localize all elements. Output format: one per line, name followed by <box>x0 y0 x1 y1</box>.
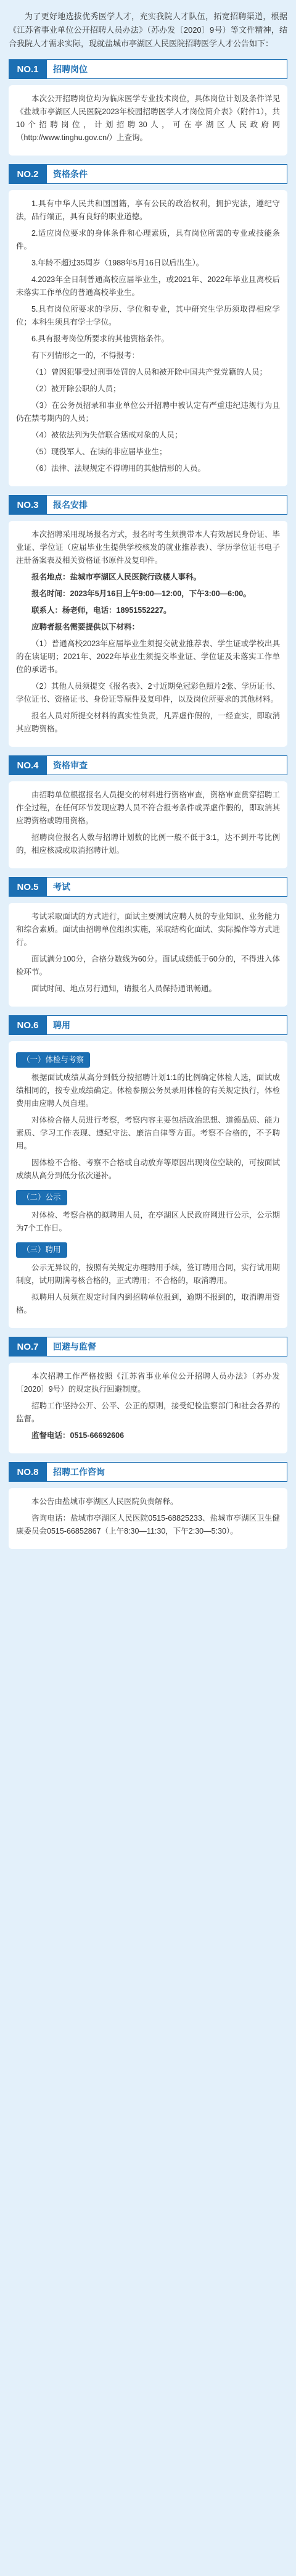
body-paragraph: 因体检不合格、考察不合格或自动放弃等原因出现岗位空缺的，可按面试成绩从高分到低分依次递补。 <box>16 1158 280 1180</box>
section-title: 报名安排 <box>47 495 287 515</box>
body-paragraph: （1）普通高校2023年应届毕业生须提交就业推荐表、学生证或学校出具的在读证明；2021年、2022年毕业生须提交毕业证、学位证及未落实工作单位的承诺书。 <box>16 639 280 674</box>
body-paragraph: 面试满分100分，合格分数线为60分。面试成绩低于60分的，不得进入体检环节。 <box>16 955 280 976</box>
body-paragraph: 对体检合格人员进行考察，考察内容主要包括政治思想、道德品质、能力素质、学习工作表现、遵纪守法、廉洁自律等方面。考察不合格的，不予聘用。 <box>16 1116 280 1150</box>
section-body <box>9 521 287 747</box>
body-paragraph: 咨询电话：盐城市亭湖区人民医院0515-68825233、盐城市亭湖区卫生健康委员会0515-66852867（上午8:30—11:30，下午2:30—5:30）。 <box>16 1514 280 1535</box>
body-paragraph: 本公告由盐城市亭湖区人民医院负责解释。 <box>31 1497 178 1506</box>
section-header <box>9 755 287 775</box>
section-8 <box>9 1462 287 1549</box>
section-2 <box>9 164 287 486</box>
body-paragraph: 3.年龄不超过35周岁（1988年5月16日以后出生）。 <box>31 259 204 267</box>
body-paragraph: 公示无异议的，按照有关规定办理聘用手续，签订聘用合同，实行试用期制度，试用期满考核合格的，正式聘用；不合格的，取消聘用。 <box>16 1263 280 1285</box>
body-paragraph: 5.具有岗位所要求的学历、学位和专业，其中研究生学历须取得相应学位；本科生须具有学士学位。 <box>16 305 280 326</box>
section-number: NO.3 <box>9 495 47 515</box>
section-header <box>9 59 287 79</box>
body-paragraph: 根据面试成绩从高分到低分按招聘计划1:1的比例确定体检人选，面试成绩相同的，按专业成绩确定。体检参照公务员录用体检的有关规定执行，体检费用由应聘人员自理。 <box>16 1073 280 1108</box>
section-body <box>9 1041 287 1328</box>
section-3 <box>9 495 287 747</box>
section-1 <box>9 59 287 156</box>
section-7 <box>9 1337 287 1453</box>
body-paragraph: （2）被开除公职的人员； <box>31 384 121 393</box>
subsection-label: （一）体检与考察 <box>16 1052 90 1068</box>
section-number: NO.5 <box>9 877 47 897</box>
body-paragraph: 报名人员对所提交材料的真实性负责，凡弄虚作假的，一经查实，即取消其应聘资格。 <box>16 712 280 733</box>
section-header <box>9 877 287 897</box>
section-title: 考试 <box>47 877 287 897</box>
section-body <box>9 1363 287 1453</box>
body-paragraph: 本次公开招聘岗位均为临床医学专业技术岗位，具体岗位计划及条件详见《盐城市亭湖区人民医院2023年校园招聘医学人才岗位简介表》（附件1），共10个招聘岗位，计划招聘30人，可在亭湖区人民政府网（http://www.tinghu.gov.cn/）上查询。 <box>16 94 280 142</box>
section-title: 聘用 <box>47 1015 287 1035</box>
section-body <box>9 1488 287 1549</box>
subsection-label: （二）公示 <box>16 1190 67 1205</box>
section-header <box>9 164 287 184</box>
section-number: NO.6 <box>9 1015 47 1035</box>
body-paragraph: 本次招聘工作严格按照《江苏省事业单位公开招聘人员办法》（苏办发〔2020〕9号）的规定执行回避制度。 <box>16 1372 280 1394</box>
body-paragraph: 报名地点：盐城市亭湖区人民医院行政楼人事科。 <box>31 573 202 581</box>
body-paragraph: （4）被依法列为失信联合惩戒对象的人员； <box>31 431 183 439</box>
section-number: NO.2 <box>9 164 47 184</box>
body-paragraph: 联系人：杨老师，电话：18951552227。 <box>31 606 171 615</box>
body-paragraph: （5）现役军人、在读的非应届毕业生； <box>31 447 167 456</box>
body-paragraph: （2）其他人员须提交《报名表》、2寸近期免冠彩色照片2张、学历证书、学位证书、资格证书、身份证等原件及复印件，以及岗位所要求的其他材料。 <box>16 682 280 704</box>
section-header <box>9 1337 287 1357</box>
body-paragraph: 4.2023年全日制普通高校应届毕业生，或2021年、2022年毕业且离校后未落实工作单位的普通高校毕业生。 <box>16 275 280 297</box>
body-paragraph: 有下列情形之一的，不得报考： <box>31 351 140 360</box>
body-paragraph: 报名时间：2023年5月16日上午9:00—12:00，下午3:00—6:00。 <box>31 589 251 598</box>
section-title: 资格审查 <box>47 755 287 775</box>
section-body <box>9 190 287 486</box>
body-paragraph: 考试采取面试的方式进行，面试主要测试应聘人员的专业知识、业务能力和综合素质。面试由招聘单位组织实施，采取结构化面试、实际操作等方式进行。 <box>16 912 280 947</box>
section-4 <box>9 755 287 868</box>
section-body <box>9 781 287 868</box>
section-header <box>9 1462 287 1482</box>
body-paragraph: 由招聘单位根据报名人员提交的材料进行资格审查，资格审查贯穿招聘工作全过程，在任何环节发现应聘人员不符合报考条件或弄虚作假的，即取消其应聘资格或聘用资格。 <box>16 791 280 825</box>
body-paragraph: 6.具有报考岗位所要求的其他资格条件。 <box>31 334 169 343</box>
section-header <box>9 1015 287 1035</box>
section-number: NO.7 <box>9 1337 47 1357</box>
body-paragraph: 拟聘用人员须在规定时间内到招聘单位报到，逾期不报到的，取消聘用资格。 <box>16 1293 280 1315</box>
sections-container <box>9 59 287 1549</box>
body-paragraph: 2.适应岗位要求的身体条件和心理素质，具有岗位所需的专业或技能条件。 <box>16 229 280 251</box>
body-paragraph: 监督电话：0515-66692606 <box>31 1431 125 1440</box>
body-paragraph: 面试时间、地点另行通知，请报名人员保持通讯畅通。 <box>31 984 217 993</box>
body-paragraph: （3）在公务员招录和事业单位公开招聘中被认定有严重违纪违规行为且仍在禁考期内的人员； <box>16 401 280 423</box>
section-title: 招聘岗位 <box>47 59 287 79</box>
section-number: NO.8 <box>9 1462 47 1482</box>
section-5 <box>9 877 287 1007</box>
section-title: 招聘工作咨询 <box>47 1462 287 1482</box>
body-paragraph: 1.具有中华人民共和国国籍，享有公民的政治权利，拥护宪法，遵纪守法，品行端正，具有良好的职业道德。 <box>16 199 280 221</box>
section-title: 回避与监督 <box>47 1337 287 1357</box>
body-paragraph: 应聘者报名需要提供以下材料： <box>31 623 140 631</box>
section-header <box>9 495 287 515</box>
body-paragraph: 本次招聘采用现场报名方式，报名时考生须携带本人有效居民身份证、毕业证、学位证（应届毕业生提供学校核发的就业推荐表）、学历学位证书电子注册备案表及相关资格证书原件及复印件。 <box>16 530 280 565</box>
section-number: NO.1 <box>9 59 47 79</box>
intro-paragraph: 为了更好地选拔优秀医学人才，充实我院人才队伍，拓宽招聘渠道，根据《江苏省事业单位公开招聘人员办法》（苏办发〔2020〕9号）等文件精神，结合我院人才需求实际，现就盐城市亭湖区人民医院招聘医学人才公告如下： <box>9 12 287 48</box>
body-paragraph: 招聘岗位报名人数与招聘计划数的比例一般不低于3:1，达不到开考比例的，相应核减或取消招聘计划。 <box>16 833 280 855</box>
section-body <box>9 903 287 1007</box>
section-body <box>9 85 287 156</box>
subsection-label: （三）聘用 <box>16 1242 67 1258</box>
body-paragraph: 招聘工作坚持公开、公平、公正的原则，接受纪检监察部门和社会各界的监督。 <box>16 1402 280 1423</box>
body-paragraph: 对体检、考察合格的拟聘用人员，在亭湖区人民政府网进行公示，公示期为7个工作日。 <box>16 1211 280 1232</box>
section-title: 资格条件 <box>47 164 287 184</box>
section-6 <box>9 1015 287 1328</box>
body-paragraph: （1）曾因犯罪受过刑事处罚的人员和被开除中国共产党党籍的人员； <box>31 368 267 376</box>
section-number: NO.4 <box>9 755 47 775</box>
body-paragraph: （6）法律、法规规定不得聘用的其他情形的人员。 <box>31 464 205 473</box>
